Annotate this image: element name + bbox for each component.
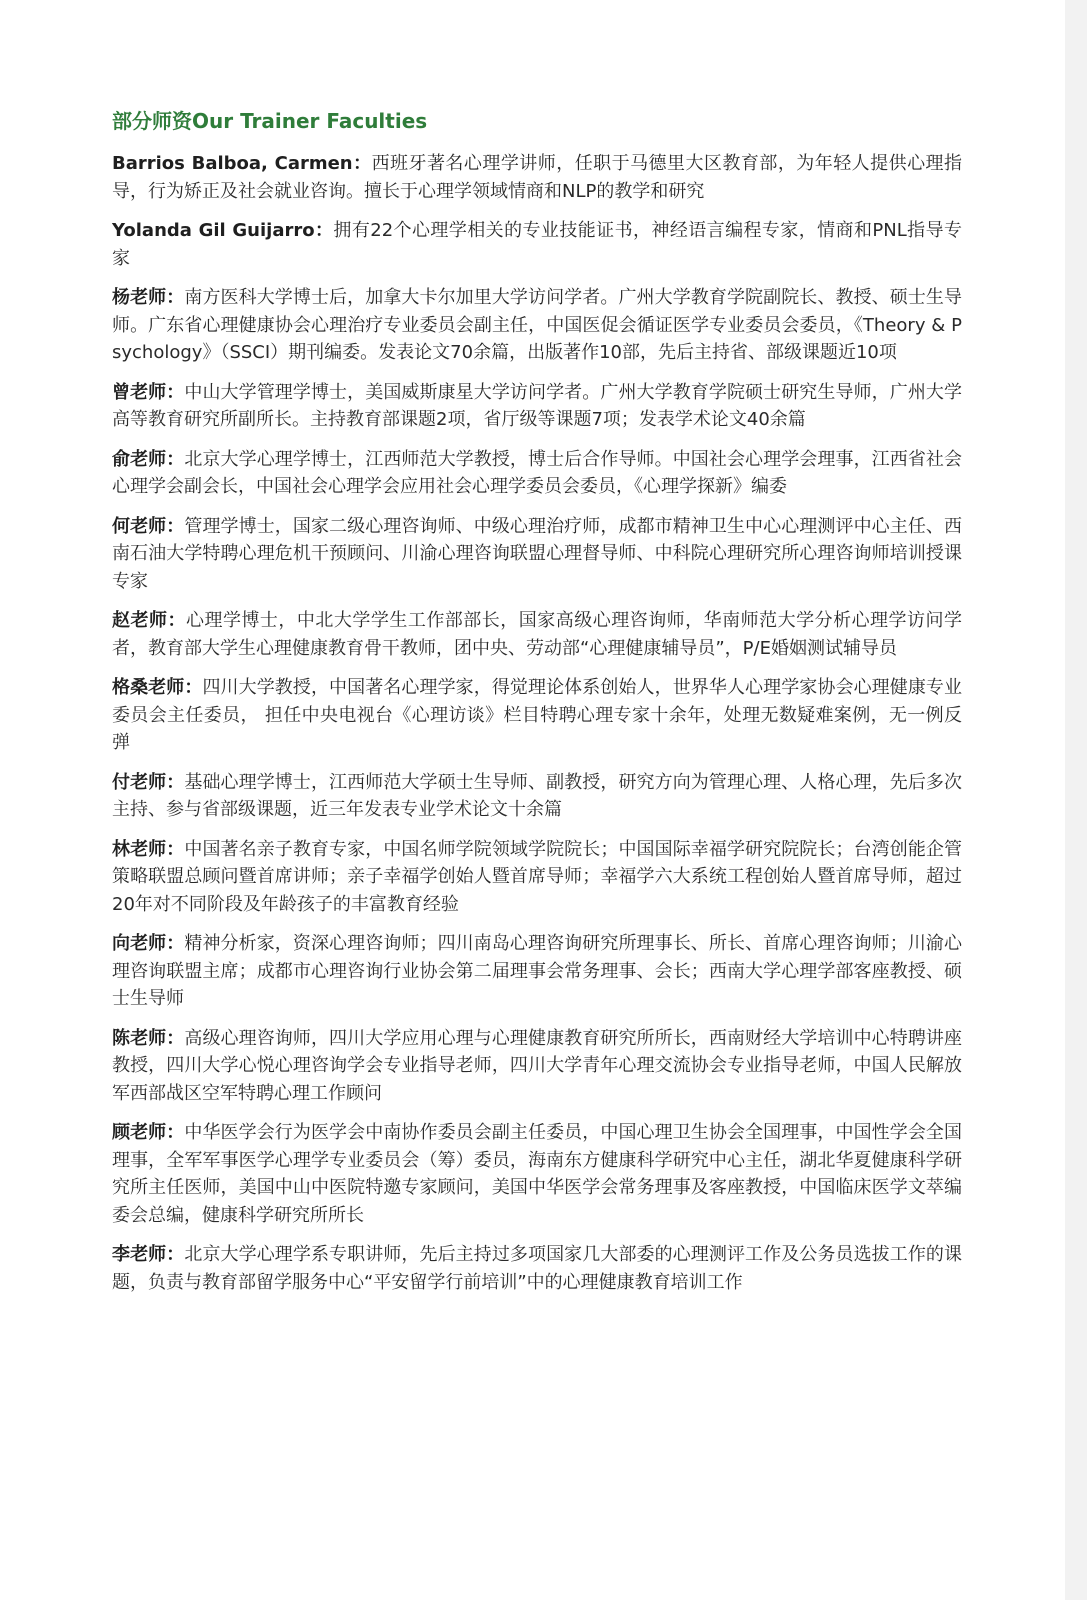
faculty-name: 林老师： bbox=[112, 838, 185, 860]
faculty-name: Yolanda Gil Guijarro： bbox=[112, 220, 334, 241]
faculty-bio: 北京大学心理学系专职讲师，先后主持过多项国家几大部委的心理测评工作及公务员选拔工作的课题，负责与教育部留学服务中心“平安留学行前培训”中的心理健康教育培训工作 bbox=[112, 1244, 963, 1293]
faculty-entry bbox=[112, 1119, 962, 1229]
faculty-name: 顾老师： bbox=[112, 1122, 185, 1143]
faculty-bio: 北京大学心理学博士，江西师范大学教授，博士后合作导师。中国社会心理学会理事，江西省社会心理学会副会长，中国社会心理学会应用社会心理学委员会委员，《心理学探新》编委 bbox=[112, 448, 963, 497]
faculty-entry bbox=[112, 836, 962, 919]
faculty-name: 陈老师： bbox=[112, 1027, 185, 1049]
faculty-bio: 精神分析家，资深心理咨询师；四川南岛心理咨询研究所理事长、所长、首席心理咨询师；川渝心理咨询联盟主席；成都市心理咨询行业协会第二届理事会常务理事、会长；西南大学心理学部客座教授、硕士生导师 bbox=[112, 933, 963, 1009]
page-edge bbox=[1065, 0, 1087, 1600]
faculty-name: 付老师： bbox=[112, 771, 185, 793]
faculty-bio: 中山大学管理学博士，美国威斯康星大学访问学者。广州大学教育学院硕士研究生导师，广州大学高等教育研究所副所长。主持教育部课题2项，省厅级等课题7项；发表学术论文40余篇 bbox=[112, 381, 963, 430]
faculty-bio: 拥有22个心理学相关的专业技能证书，神经语言编程专家，情商和PNL指导专家 bbox=[112, 220, 962, 269]
faculty-entry bbox=[112, 607, 962, 662]
faculty-bio: 基础心理学博士，江西师范大学硕士生导师、副教授，研究方向为管理心理、人格心理，先后多次主持、参与省部级课题，近三年发表专业学术论文十余篇 bbox=[112, 771, 963, 820]
faculty-bio: 西班牙著名心理学讲师，任职于马德里大区教育部，为年轻人提供心理指导，行为矫正及社会就业咨询。擅长于心理学领域情商和NLP的教学和研究 bbox=[112, 153, 963, 202]
faculty-name: 何老师： bbox=[112, 515, 185, 537]
faculty-entry bbox=[112, 1025, 962, 1108]
faculty-bio: 中国著名亲子教育专家，中国名师学院领域学院院长；中国国际幸福学研究院院长；台湾创能企管策略联盟总顾问暨首席讲师；亲子幸福学创始人暨首席导师；幸福学六大系统工程创始人暨首席导师，超过20年对不同阶段及年龄孩子的丰富教育经验 bbox=[112, 838, 963, 915]
faculty-name: 李老师： bbox=[112, 1244, 185, 1265]
section-title: 部分师资Our Trainer Faculties bbox=[112, 109, 428, 133]
faculty-entry bbox=[112, 1241, 962, 1296]
faculty-bio: 中华医学会行为医学会中南协作委员会副主任委员，中国心理卫生协会全国理事，中国性学会全国理事，全军军事医学心理学专业委员会（筹）委员，海南东方健康科学研究中心主任，湖北华夏健康科学研究所主任医师，美国中山中医院特邀专家顾问，美国中华医学会常务理事及客座教授，中国临床医学文萃编委会总编，健康科学研究所所长 bbox=[112, 1122, 963, 1226]
faculty-entry bbox=[112, 769, 962, 824]
faculty-bio: 管理学博士，国家二级心理咨询师、中级心理治疗师，成都市精神卫生中心心理测评中心主任、西南石油大学特聘心理危机干预顾问、川渝心理咨询联盟心理督导师、中科院心理研究所心理咨询师培训授课专家 bbox=[112, 515, 963, 592]
faculty-bio: 四川大学教授，中国著名心理学家，得觉理论体系创始人，世界华人心理学家协会心理健康专业委员会主任委员， 担任中央电视台《心理访谈》栏目特聘心理专家十余年，处理无数疑难案例，无一例反弹 bbox=[112, 677, 962, 753]
faculty-bio: 高级心理咨询师，四川大学应用心理与心理健康教育研究所所长，西南财经大学培训中心特聘讲座教授，四川大学心悦心理咨询学会专业指导老师，四川大学青年心理交流协会专业指导老师，中国人民解放军西部战区空军特聘心理工作顾问 bbox=[112, 1027, 963, 1104]
faculty-name: 曾老师： bbox=[112, 381, 185, 403]
faculty-name: Barrios Balboa, Carmen： bbox=[112, 153, 372, 174]
faculty-entry bbox=[112, 284, 962, 367]
faculty-entry bbox=[112, 446, 962, 501]
faculty-name: 赵老师： bbox=[112, 610, 186, 631]
faculty-name: 俞老师： bbox=[112, 448, 185, 470]
faculty-entry bbox=[112, 674, 962, 757]
faculty-entry bbox=[112, 513, 962, 596]
faculty-bio: 南方医科大学博士后，加拿大卡尔加里大学访问学者。广州大学教育学院副院长、教授、硕士生导师。广东省心理健康协会心理治疗专业委员会副主任，中国医促会循证医学专业委员会委员，《Theory & Psychology》（SSCI）期刊编委。发表论文70余篇，出版著作10部，先后主持省、部级课题近10项 bbox=[112, 287, 963, 363]
faculty-section bbox=[112, 106, 962, 1308]
faculty-name: 杨老师： bbox=[112, 287, 185, 308]
faculty-bio: 心理学博士，中北大学学生工作部部长，国家高级心理咨询师，华南师范大学分析心理学访问学者，教育部大学生心理健康教育骨干教师，团中央、劳动部“心理健康辅导员”，P/E婚姻测试辅导员 bbox=[112, 610, 963, 659]
faculty-entry bbox=[112, 150, 962, 205]
faculty-entry bbox=[112, 379, 962, 434]
faculty-entry bbox=[112, 217, 962, 272]
faculty-name: 向老师： bbox=[112, 933, 185, 954]
faculty-entry bbox=[112, 930, 962, 1013]
faculty-name: 格桑老师： bbox=[112, 677, 203, 698]
